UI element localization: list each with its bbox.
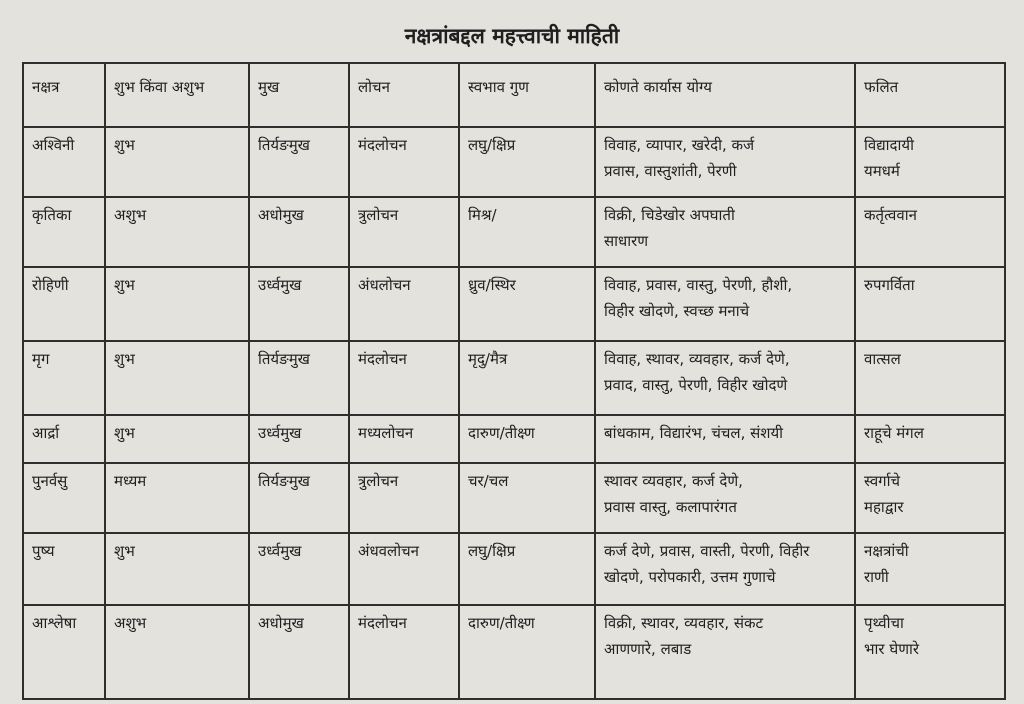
cell-lochan: मध्यलोचन — [349, 415, 459, 463]
table-row — [23, 463, 1005, 533]
page-title: नक्षत्रांबद्दल महत्त्वाची माहिती — [404, 24, 620, 48]
phalit-line: नक्षत्रांची — [864, 542, 909, 560]
cell-mukh: अधोमुख — [249, 197, 349, 267]
table-row — [23, 415, 1005, 463]
karya-line: आणणारे, लबाड — [604, 640, 692, 658]
karya-line: विक्री, स्थावर, व्यवहार, संकट — [604, 614, 764, 632]
header-karya: कोणते कार्यास योग्य — [595, 63, 855, 127]
cell-mukh: उर्ध्वमुख — [249, 533, 349, 605]
phalit-line: कर्तृत्ववान — [864, 206, 917, 224]
cell-karya — [595, 533, 855, 605]
karya-line: खोदणे, परोपकारी, उत्तम गुणाचे — [604, 568, 776, 586]
cell-shubh: शुभ — [105, 267, 249, 341]
cell-nakshatra: रोहिणी — [23, 267, 105, 341]
cell-shubh: मध्यम — [105, 463, 249, 533]
cell-nakshatra: कृतिका — [23, 197, 105, 267]
phalit-line: राणी — [864, 568, 889, 586]
karya-line: प्रवास वास्तु, कलापारंगत — [604, 498, 737, 516]
cell-karya — [595, 267, 855, 341]
cell-lochan: त्रुलोचन — [349, 197, 459, 267]
cell-swabhav: लघु/क्षिप्र — [459, 533, 595, 605]
karya-line: कर्ज देणे, प्रवास, वास्ती, पेरणी, विहीर — [604, 542, 810, 560]
table-row — [23, 533, 1005, 605]
header-swabhav: स्वभाव गुण — [459, 63, 595, 127]
cell-karya — [595, 341, 855, 415]
cell-swabhav: मिश्र/ — [459, 197, 595, 267]
cell-karya — [595, 463, 855, 533]
cell-nakshatra: मृग — [23, 341, 105, 415]
cell-swabhav: दारुण/तीक्ष्ण — [459, 605, 595, 699]
cell-nakshatra: पुष्य — [23, 533, 105, 605]
header-phalit: फलित — [855, 63, 1005, 127]
cell-karya — [595, 605, 855, 699]
karya-line: साधारण — [604, 232, 649, 250]
karya-line: विवाह, व्यापार, खरेदी, कर्ज — [604, 136, 755, 154]
cell-lochan: मंदलोचन — [349, 127, 459, 197]
phalit-line: पृथ्वीचा — [864, 614, 904, 632]
cell-lochan: त्रुलोचन — [349, 463, 459, 533]
cell-phalit — [855, 341, 1005, 415]
cell-shubh: शुभ — [105, 415, 249, 463]
phalit-line: राहूचे मंगल — [864, 424, 924, 442]
cell-mukh: उर्ध्वमुख — [249, 267, 349, 341]
table-header-row — [23, 63, 1005, 127]
cell-nakshatra: आर्द्रा — [23, 415, 105, 463]
karya-line: स्थावर व्यवहार, कर्ज देणे, — [604, 472, 743, 490]
cell-swabhav: दारुण/तीक्ष्ण — [459, 415, 595, 463]
cell-phalit — [855, 197, 1005, 267]
karya-line: विवाह, प्रवास, वास्तु, पेरणी, हौशी, — [604, 276, 793, 294]
cell-nakshatra: अश्विनी — [23, 127, 105, 197]
cell-swabhav: मृदु/मैत्र — [459, 341, 595, 415]
phalit-line: वात्सल — [864, 350, 901, 368]
cell-mukh: अधोमुख — [249, 605, 349, 699]
karya-line: विवाह, स्थावर, व्यवहार, कर्ज देणे, — [604, 350, 790, 368]
cell-swabhav: ध्रुव/स्थिर — [459, 267, 595, 341]
cell-shubh: अशुभ — [105, 197, 249, 267]
karya-line: प्रवास, वास्तुशांती, पेरणी — [604, 162, 737, 180]
table-row — [23, 267, 1005, 341]
header-mukh: मुख — [249, 63, 349, 127]
cell-nakshatra: आश्लेषा — [23, 605, 105, 699]
cell-phalit — [855, 127, 1005, 197]
karya-line: बांधकाम, विद्यारंभ, चंचल, संशयी — [604, 424, 784, 442]
table-row — [23, 197, 1005, 267]
cell-lochan: अंधवलोचन — [349, 533, 459, 605]
cell-shubh: शुभ — [105, 533, 249, 605]
cell-phalit — [855, 267, 1005, 341]
cell-mukh: तिर्यङमुख — [249, 127, 349, 197]
phalit-line: महाद्वार — [864, 498, 904, 516]
header-nakshatra: नक्षत्र — [23, 63, 105, 127]
nakshatra-table — [22, 62, 1006, 700]
cell-swabhav: चर/चल — [459, 463, 595, 533]
cell-lochan: अंधलोचन — [349, 267, 459, 341]
cell-phalit — [855, 415, 1005, 463]
karya-line: विक्री, चिडेखोर अपघाती — [604, 206, 735, 224]
cell-shubh: शुभ — [105, 341, 249, 415]
cell-swabhav: लघु/क्षिप्र — [459, 127, 595, 197]
karya-line: विहीर खोदणे, स्वच्छ मनाचे — [604, 302, 750, 320]
header-lochan: लोचन — [349, 63, 459, 127]
phalit-line: यमधर्म — [864, 162, 900, 180]
cell-phalit — [855, 533, 1005, 605]
cell-shubh: शुभ — [105, 127, 249, 197]
cell-mukh: तिर्यङमुख — [249, 341, 349, 415]
cell-shubh: अशुभ — [105, 605, 249, 699]
table-row — [23, 127, 1005, 197]
cell-phalit — [855, 605, 1005, 699]
cell-phalit — [855, 463, 1005, 533]
cell-karya — [595, 415, 855, 463]
phalit-line: भार घेणारे — [864, 640, 920, 658]
cell-mukh: उर्ध्वमुख — [249, 415, 349, 463]
cell-lochan: मंदलोचन — [349, 605, 459, 699]
phalit-line: स्वर्गाचे — [864, 472, 901, 490]
cell-karya — [595, 197, 855, 267]
header-shubh-ashubh: शुभ किंवा अशुभ — [105, 63, 249, 127]
cell-lochan: मंदलोचन — [349, 341, 459, 415]
karya-line: प्रवाद, वास्तु, पेरणी, विहीर खोदणे — [604, 376, 788, 394]
table-row — [23, 341, 1005, 415]
table-row — [23, 605, 1005, 699]
phalit-line: विद्यादायी — [864, 136, 914, 154]
cell-nakshatra: पुनर्वसु — [23, 463, 105, 533]
phalit-line: रुपगर्विता — [864, 276, 915, 294]
cell-mukh: तिर्यङमुख — [249, 463, 349, 533]
cell-karya — [595, 127, 855, 197]
